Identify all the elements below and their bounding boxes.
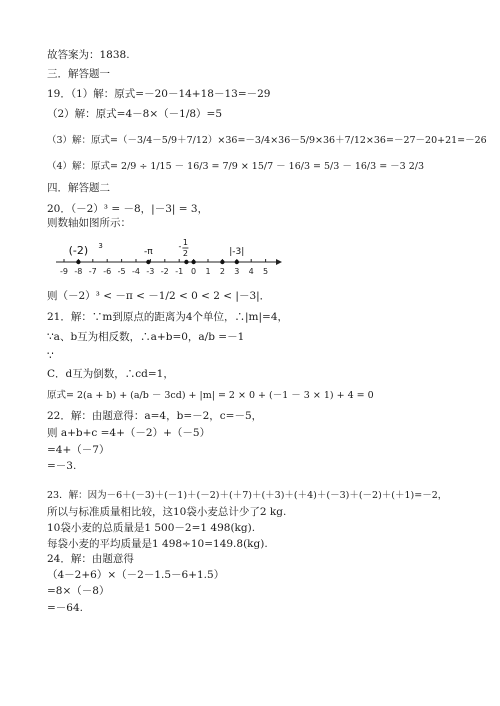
arrow-icon: [276, 259, 282, 265]
text-line: 22．解：由题意得：a=4，b=－2，c=－5，: [47, 410, 263, 422]
point-marker: [76, 260, 80, 264]
tick-label: -8: [74, 267, 83, 276]
point-label: (-2): [68, 244, 89, 257]
point-marker: [220, 260, 224, 264]
text-line: （4－2+6）×（－2－1.5－6+1.5）: [47, 569, 225, 581]
point-marker: [184, 260, 188, 264]
text-line: 故答案为：1838.: [47, 49, 130, 61]
fraction-numerator: 1: [182, 238, 188, 247]
point-marker: [191, 260, 195, 264]
text-line: 原式= 2(a + b) + (a/b － 3cd) + |m| = 2 × 0 + (－1 － 3 × 1) + 4 = 0: [47, 390, 374, 401]
text-line: （2）解：原式=4－8×（－1/8）=5: [47, 108, 223, 120]
text-line: =8×（－8）: [47, 585, 110, 597]
text-line: ∵: [47, 350, 54, 362]
fraction-denominator: 2: [182, 249, 188, 258]
exponent-label: 3: [98, 242, 103, 250]
text-line: 19．（1）解：原式=－20－14+18－13=－29: [47, 88, 271, 100]
tick-label: -9: [60, 267, 68, 276]
text-line: 则（－2）³ < －π < －1/2 < 0 < 2 < |－3|．: [47, 290, 271, 302]
tick-label: -1: [175, 267, 184, 276]
text-line: 20．（－2）³ = －8，|－3| = 3，: [47, 203, 209, 215]
point-label: -: [178, 242, 182, 251]
point-marker: [146, 260, 150, 264]
text-line: 10袋小麦的总质量是1 500－2=1 498(kg).: [47, 522, 256, 534]
section-heading: 四．解答题二: [47, 182, 110, 194]
text-line: 23．解：因为－6＋(－3)＋(－1)＋(－2)＋(＋7)＋(＋3)＋(＋4)＋(－3)＋(－2)＋(＋1)=－2，: [47, 490, 448, 501]
text-line: 24．解：由题意得: [47, 553, 134, 565]
text-line: 则 a+b+c =4+（－2）+（－5）: [47, 427, 211, 439]
tick-label: -4: [132, 267, 140, 276]
text-line: （4）解：原式= 2/9 ÷ 1/15 － 16/3 = 7/9 × 15/7 － 16/3 = 5/3 － 16/3 = －3 2/3: [47, 161, 425, 172]
tick-label: 4: [248, 267, 254, 276]
text-line: =－64.: [47, 602, 83, 614]
tick-label: -2: [160, 267, 169, 276]
point-label: -π: [144, 247, 153, 257]
tick-label: -7: [88, 267, 97, 276]
tick-label: 2: [219, 267, 225, 276]
point-marker: [235, 260, 239, 264]
text-line: 则数轴如图所示：: [47, 217, 131, 229]
tick-label: -6: [103, 267, 112, 276]
text-line: =－3.: [47, 460, 77, 472]
text-line: 每袋小麦的平均质量是1 498÷10=149.8(kg).: [47, 538, 268, 550]
tick-label: 0: [191, 267, 197, 276]
section-heading: 三．解答题一: [47, 68, 110, 80]
text-line: C．d互为倒数，∴cd=1，: [47, 368, 174, 380]
point-label: |-3|: [229, 247, 245, 257]
tick-label: 5: [263, 267, 269, 276]
text-line: （3）解：原式=（－3/4－5/9＋7/12）×36=－3/4×36－5/9×36＋7/12×36=－27－20+21=－26: [47, 135, 487, 146]
number-line-diagram: [56, 236, 286, 288]
tick-label: 1: [205, 267, 211, 276]
tick-label: -3: [146, 267, 155, 276]
tick-label: 3: [234, 267, 240, 276]
text-line: =4+（－7）: [47, 444, 110, 456]
text-line: 所以与标准质量相比较，这10袋小麦总计少了2 kg.: [47, 506, 287, 518]
text-line: ∵a、b互为相反数，∴a+b=0，a/b =－1: [47, 331, 245, 343]
text-line: 21．解：∵m到原点的距离为4个单位，∴|m|=4，: [47, 311, 289, 323]
tick-label: -5: [117, 267, 126, 276]
